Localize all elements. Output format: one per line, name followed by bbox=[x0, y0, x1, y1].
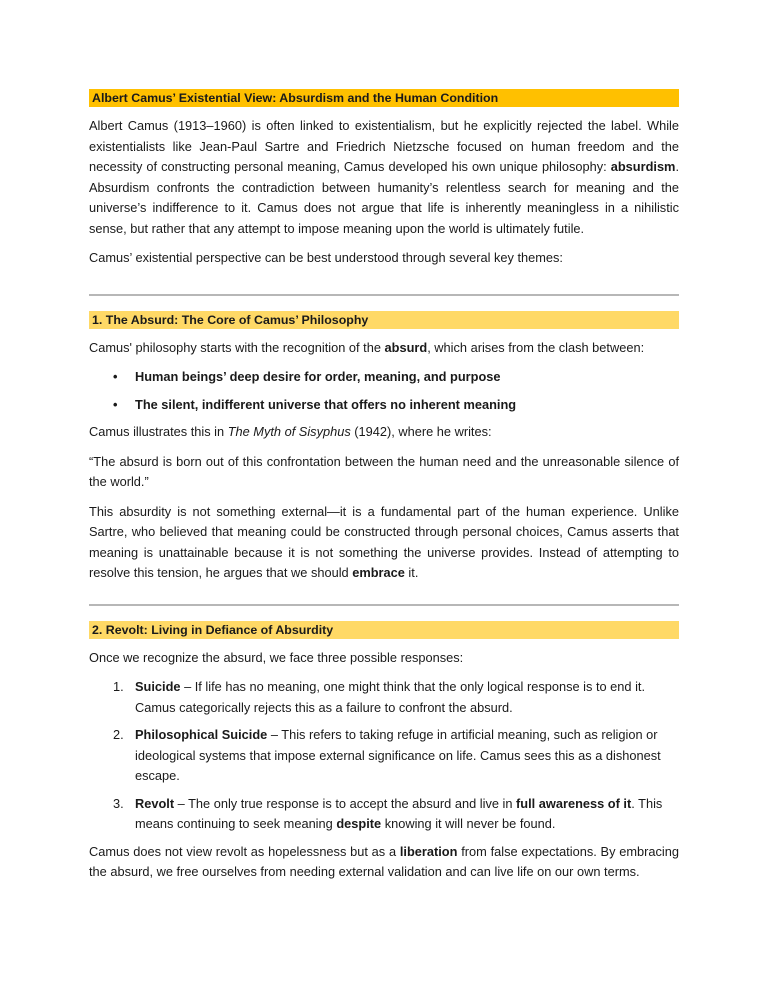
absurd-clash-list bbox=[89, 367, 679, 415]
list-item: • Human beings’ deep desire for order, meaning, and purpose bbox=[113, 367, 679, 388]
list-item: 2. Philosophical Suicide – This refers to taking refuge in artificial meaning, such as religion or ideological systems that impose external significance on life. Camus sees this as a dishonest escape. bbox=[113, 727, 661, 783]
section-1-closing: This absurdity is not something external—it is a fundamental part of the human experience. Unlike Sartre, who believed that meaning could be constructed through personal choices, Camus asserts that meaning is unattainable because it is not something the universe provides. Instead of attempting to resolve this tension, he argues that we should embrace it. bbox=[89, 503, 679, 580]
document-title: Albert Camus’ Existential View: Absurdism and the Human Condition bbox=[89, 89, 679, 107]
section-1-heading: 1. The Absurd: The Core of Camus’ Philosophy bbox=[89, 311, 679, 329]
section-1-lead: Camus' philosophy starts with the recognition of the absurd, which arises from the clash between: bbox=[89, 339, 645, 355]
section-2-lead: Once we recognize the absurd, we face three possible responses: bbox=[89, 649, 464, 665]
list-item: 3. Revolt – The only true response is to accept the absurd and live in full awareness of it. This means continuing to seek meaning despite knowing it will never be found. bbox=[113, 795, 663, 831]
responses-list bbox=[89, 677, 679, 835]
list-item: 1. Suicide – If life has no meaning, one might think that the only logical response is to end it. Camus categorically rejects this as a failure to confront the absurd. bbox=[113, 679, 646, 715]
camus-quote: “The absurd is born out of this confrontation between the human need and the unreasonable silence of the world.” bbox=[89, 453, 679, 489]
bullet-icon: • bbox=[113, 396, 118, 412]
myth-paragraph: Camus illustrates this in The Myth of Sisyphus (1942), where he writes: bbox=[89, 424, 492, 439]
bullet-icon: • bbox=[113, 369, 118, 384]
intro-themes-paragraph: Camus’ existential perspective can be best understood through several key themes: bbox=[89, 250, 563, 265]
list-item: • The silent, indifferent universe that offers no inherent meaning bbox=[113, 395, 679, 416]
intro-paragraph: Albert Camus (1913–1960) is often linked to existentialism, but he explicitly rejected the label. While existentialists like Jean-Paul Sartre and Friedrich Nietzsche focused on human freedom and the necessity of constructing personal meaning, Camus developed his own unique philosophy: absurdism. Absurdism confronts the contradiction between humanity’s relentless search for meaning and the universe’s indifference to it. Camus does not argue that life is inherently meaningless in a nihilistic sense, but rather that any attempt to impose meaning upon the world is ultimately futile. bbox=[89, 118, 679, 236]
section-2-closing: Camus does not view revolt as hopelessness but as a liberation from false expectations. By embracing the absurd, we free ourselves from needing external validation and can live life on our own terms. bbox=[89, 843, 679, 879]
section-2-heading: 2. Revolt: Living in Defiance of Absurdity bbox=[89, 621, 679, 639]
